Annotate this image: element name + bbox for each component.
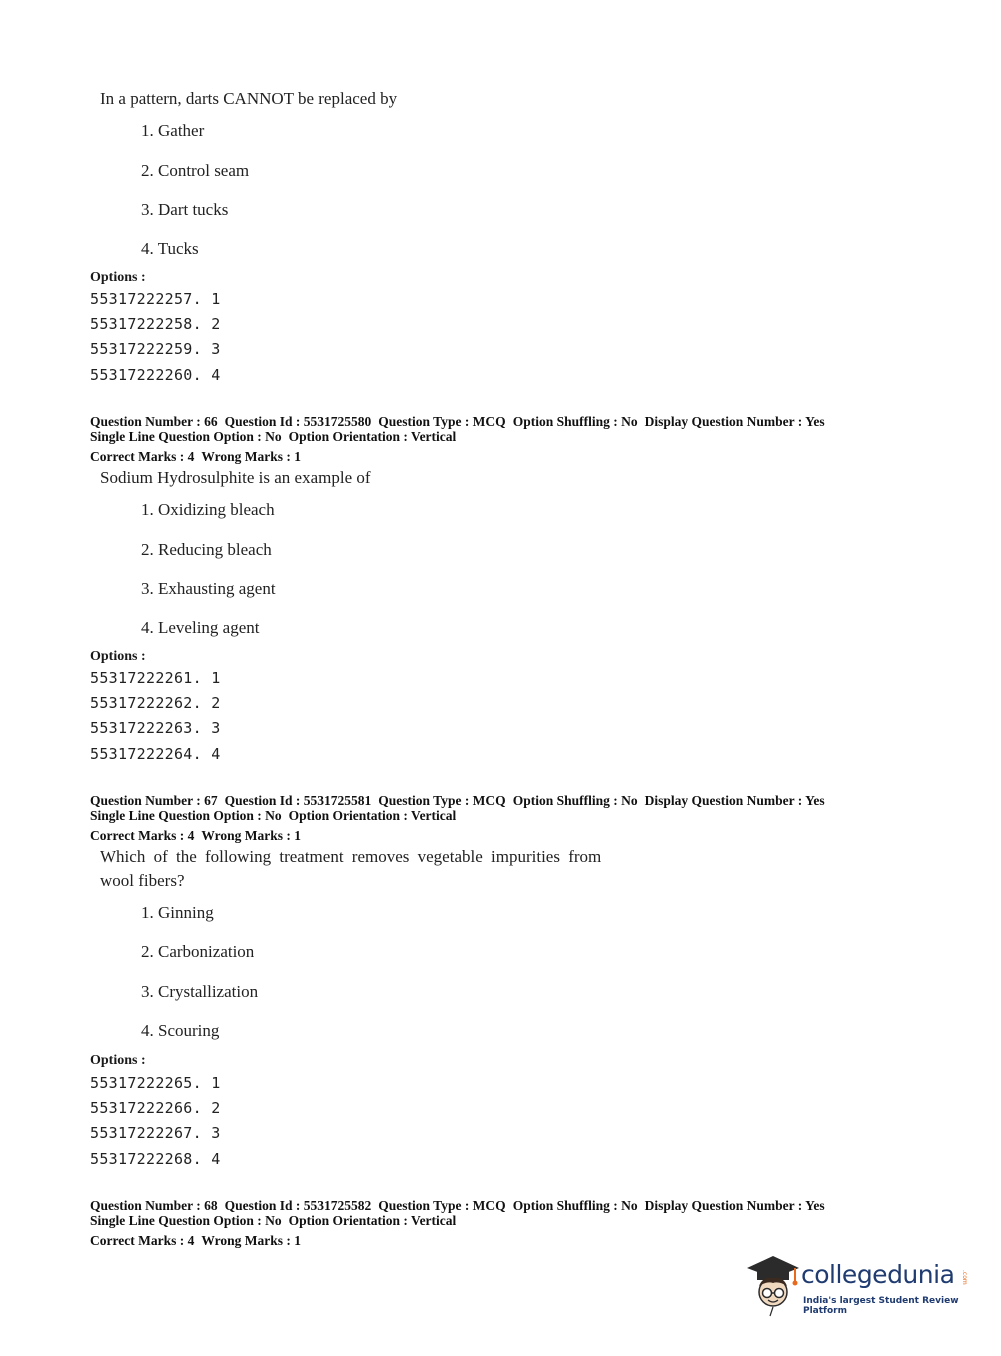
question-66-marks	[90, 449, 301, 465]
question-66-option-4: 55317222264. 4	[90, 745, 221, 763]
meta-field: Option Shuffling : No	[512, 793, 638, 808]
question-65-option-3: 55317222259. 3	[90, 340, 221, 358]
mascot-icon	[743, 1250, 801, 1320]
question-68-marks	[90, 1233, 301, 1249]
question-67-meta	[90, 793, 825, 809]
meta-field: Single Line Question Option : No	[90, 1213, 282, 1228]
question-66-choice-3: 3. Exhausting agent	[141, 579, 276, 598]
meta-field: Option Orientation : Vertical	[288, 808, 457, 823]
question-66-options-label: Options :	[90, 649, 146, 664]
correct-marks: Correct Marks : 4	[90, 828, 195, 843]
question-67-choice-2: 2. Carbonization	[141, 942, 255, 961]
question-67-marks	[90, 828, 301, 844]
question-66-option-1: 55317222261. 1	[90, 669, 221, 687]
logo-tagline: India's largest Student Review Platform	[803, 1296, 959, 1316]
question-67-option-4: 55317222268. 4	[90, 1150, 221, 1168]
question-65-options-label: Options :	[90, 270, 146, 285]
logo-wordmark: collegedunia	[801, 1260, 955, 1289]
question-65-option-4: 55317222260. 4	[90, 366, 221, 384]
question-67-options-label: Options :	[90, 1053, 146, 1068]
meta-field: Question Type : MCQ	[378, 1198, 506, 1213]
meta-field: Display Question Number : Yes	[644, 414, 825, 429]
question-66-meta-2	[90, 429, 456, 445]
logo-suffix: .com	[961, 1270, 968, 1285]
collegedunia-logo	[743, 1250, 973, 1320]
correct-marks: Correct Marks : 4	[90, 449, 195, 464]
question-66-choice-1: 1. Oxidizing bleach	[141, 500, 275, 519]
wrong-marks: Wrong Marks : 1	[201, 828, 301, 843]
question-65-option-1: 55317222257. 1	[90, 290, 221, 308]
meta-field: Option Orientation : Vertical	[288, 429, 457, 444]
meta-field: Display Question Number : Yes	[644, 1198, 825, 1213]
question-67-choice-1: 1. Ginning	[141, 903, 214, 922]
question-68-meta-2	[90, 1213, 456, 1229]
question-67-option-3: 55317222267. 3	[90, 1124, 221, 1142]
question-66-choice-2: 2. Reducing bleach	[141, 540, 272, 559]
meta-field: Question Id : 5531725582	[224, 1198, 372, 1213]
question-65-choice-2: 2. Control seam	[141, 161, 250, 180]
wrong-marks: Wrong Marks : 1	[201, 1233, 301, 1248]
question-67-text-line-1: Which of the following treatment removes vegetable impurities from	[100, 847, 602, 866]
meta-field: Single Line Question Option : No	[90, 429, 282, 444]
question-66-option-2: 55317222262. 2	[90, 694, 221, 712]
question-67-choice-4: 4. Scouring	[141, 1021, 220, 1040]
meta-field: Question Type : MCQ	[378, 414, 506, 429]
question-65-choice-3: 3. Dart tucks	[141, 200, 229, 219]
meta-field: Option Orientation : Vertical	[288, 1213, 457, 1228]
question-65-text: In a pattern, darts CANNOT be replaced by	[100, 89, 398, 108]
question-65-choice-4: 4. Tucks	[141, 239, 199, 258]
meta-field: Option Shuffling : No	[512, 1198, 638, 1213]
question-67-meta-2	[90, 808, 456, 824]
question-67-choice-3: 3. Crystallization	[141, 982, 259, 1001]
question-67-option-1: 55317222265. 1	[90, 1074, 221, 1092]
meta-field: Question Number : 68	[90, 1198, 218, 1213]
meta-field: Question Number : 66	[90, 414, 218, 429]
meta-field: Single Line Question Option : No	[90, 808, 282, 823]
meta-field: Question Type : MCQ	[378, 793, 506, 808]
question-66-text: Sodium Hydrosulphite is an example of	[100, 468, 371, 487]
meta-field: Question Id : 5531725580	[224, 414, 372, 429]
question-68-meta	[90, 1198, 825, 1214]
wrong-marks: Wrong Marks : 1	[201, 449, 301, 464]
question-65-choice-1: 1. Gather	[141, 121, 205, 140]
meta-field: Option Shuffling : No	[512, 414, 638, 429]
question-66-option-3: 55317222263. 3	[90, 719, 221, 737]
correct-marks: Correct Marks : 4	[90, 1233, 195, 1248]
meta-field: Question Id : 5531725581	[224, 793, 372, 808]
question-67-text-line-2: wool fibers?	[100, 871, 185, 890]
meta-field: Display Question Number : Yes	[644, 793, 825, 808]
question-67-option-2: 55317222266. 2	[90, 1099, 221, 1117]
question-65-option-2: 55317222258. 2	[90, 315, 221, 333]
question-66-meta	[90, 414, 825, 430]
question-66-choice-4: 4. Leveling agent	[141, 618, 260, 637]
meta-field: Question Number : 67	[90, 793, 218, 808]
